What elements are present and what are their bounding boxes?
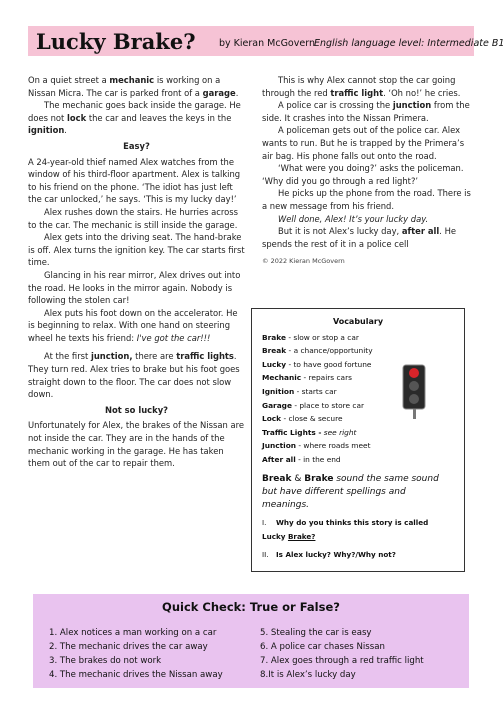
discussion-question: II. Is Alex lucky? Why?/Why not? [262,549,396,559]
keyword: mechanic [109,75,155,85]
quick-check-right [260,626,424,682]
title-banner [28,26,504,56]
quiz-item: 6. A police car chases Nissan [260,642,385,652]
discussion-question: I. Why do you thinks this story is called Lucky Brake? [262,517,429,541]
story-paragraph: At the first junction, there are traffic lights. They turn red. Alex tries to brake but his foot goes straight down to the floor. The car does not slow down. [28,351,240,400]
vocab-item: Lucky - to have good fortune [262,359,372,369]
vocab-item: Break - a chance/opportunity [262,346,373,356]
vocabulary-title: Vocabulary [332,317,384,326]
story-paragraph: ‘What were you doing?’ asks the policeman. ‘Why did you go through a red light?’ [262,163,464,186]
vocab-item: After all - in the end [262,454,341,464]
copyright: © 2022 Kieran McGovern [262,257,345,266]
keyword: junction, [90,351,133,362]
story-paragraph: On a quiet street a mechanic is working on a Nissan Micra. The car is parked front of a garage. [28,75,239,98]
story-paragraph: Alex rushes down the stairs. He hurries across to the car. The mechanic is still inside the garage. [28,206,239,230]
vocabulary-box [251,308,465,572]
vocab-item: Traffic Lights - see right [262,427,357,437]
quiz-item: 7. Alex goes through a red traffic light [260,656,424,666]
story-paragraph: A policeman gets out of the police car. Alex wants to run. But he is trapped by the Primera’s air bag. His phone falls out onto the road. [262,125,465,161]
quiz-item: 2. The mechanic drives the car away [49,642,208,652]
quiz-item: 8.It is Alex’s lucky day [260,670,356,680]
quick-check-title: Quick Check: True or False? [162,600,340,614]
story-column-right [262,74,476,266]
story-paragraph: Well done, Alex! It’s your lucky day. [278,213,429,224]
keyword: junction [392,100,432,111]
keyword: ignition [28,125,65,136]
keyword: traffic light [330,87,384,98]
quick-check-left [49,626,223,682]
quiz-item: 4. The mechanic drives the Nissan away [49,670,223,680]
quiz-item: 1. Alex notices a man working on a car [49,628,217,638]
story-paragraph: Unfortunately for Alex, the brakes of the Nissan are not inside the car. They are in the hands of the mechanic working in the garage. He has taken them out of the car to repair them. [28,420,245,469]
quiz-item: 3. The brakes do not work [49,656,162,666]
story-column-left [28,74,245,470]
vocab-item: Lock - close & secure [262,414,343,424]
keyword: lock [67,112,87,123]
section-heading: Not so lucky? [104,404,169,415]
page-title: Lucky Brake? [36,29,196,54]
keyword: garage [202,87,236,98]
story-paragraph: A 24-year-old thief named Alex watches from the window of his third-floor apartment. Alex is talking to his friend on the phone. ‘The idiot has just left the car unlocked,’ he says. ‘This is my lucky day!’ [28,156,241,205]
vocab-item: Brake - slow or stop a car [262,332,359,342]
story-paragraph: Glancing in his rear mirror, Alex drives out into the road. He looks in the mirror again. Nobody is following the stolen car! [28,269,241,306]
traffic-light-icon [400,363,428,419]
vocab-item: Mechanic - repairs cars [262,373,352,383]
quiz-item: 5. Stealing the car is easy [260,628,372,638]
quick-check-box [33,594,469,688]
story-paragraph: This is why Alex cannot stop the car going through the red traffic light. ‘Oh no!’ he cries. [262,75,461,98]
section-heading: Easy? [123,140,150,151]
language-level: English language level: Intermediate B1 [314,38,504,49]
story-paragraph: A police car is crossing the junction from the side. It crashes into the Nissan Primera. [262,100,470,123]
vocab-item: Junction - where roads meet [262,441,371,451]
story-paragraph: But it is not Alex’s lucky day, after all. He spends the rest of it in a police cell [262,226,457,249]
story-paragraph: Alex gets into the driving seat. The hand-brake is off. Alex turns the ignition key. The car starts first time. [28,232,245,268]
author-byline: by Kieran McGovern [219,38,315,49]
story-paragraph: Alex puts his foot down on the accelerator. He is beginning to relax. With one hand on steering wheel he texts his friend: I've got the car!!! [28,307,238,343]
vocab-item: Ignition - starts car [262,386,337,396]
story-paragraph: He picks up the phone from the road. There is a new message from his friend. [262,188,471,211]
story-paragraph: The mechanic goes back inside the garage. He does not lock the car and leaves the keys in the ignition. [28,100,241,136]
keyword: traffic lights [176,351,234,362]
spelling-note: Break & Brake sound the same sound but have different spellings and meanings. [262,473,439,510]
keyword: after all [401,226,440,237]
vocab-item: Garage - place to store car [262,400,365,410]
